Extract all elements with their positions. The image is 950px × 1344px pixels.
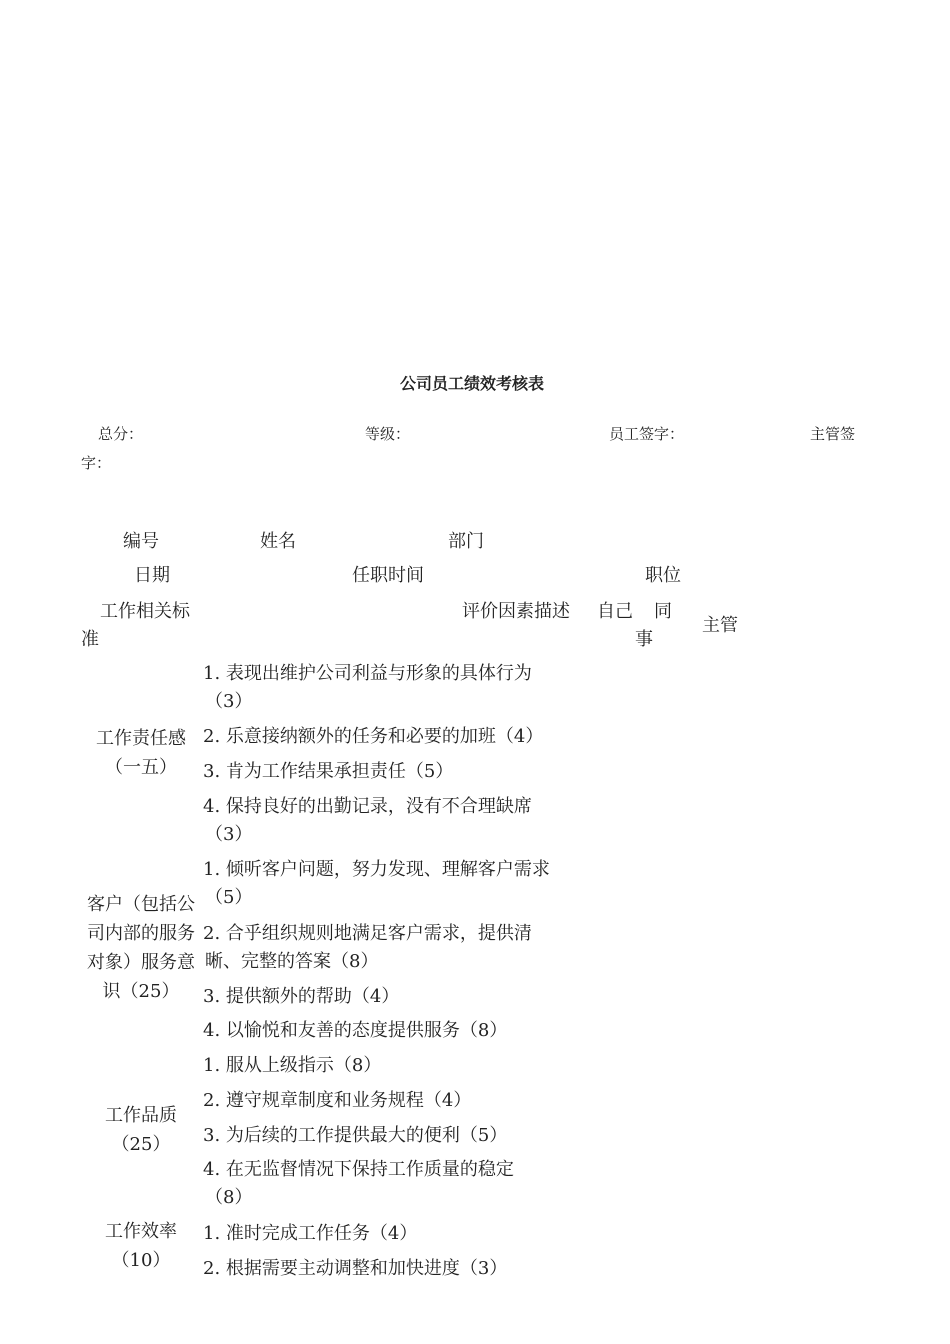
info-name-label: 姓名 xyxy=(260,531,296,552)
criterion-item: 3. 为后续的工作提供最大的便利（5） xyxy=(203,1125,508,1146)
header-self: 自己 xyxy=(597,601,633,622)
info-id-label: 编号 xyxy=(123,531,159,552)
info-date-label: 日期 xyxy=(134,565,170,586)
criterion-item: 1. 表现出维护公司利益与形象的具体行为 xyxy=(203,663,532,684)
category-label-line: 司内部的服务 xyxy=(87,923,195,944)
header-description: 评价因素描述 xyxy=(462,601,570,622)
header-supervisor: 主管 xyxy=(702,615,738,636)
page-title: 公司员工绩效考核表 xyxy=(400,374,545,393)
category-label-line: （10） xyxy=(111,1250,171,1271)
total-score-label: 总分： xyxy=(98,425,144,443)
header-standard-cont: 准 xyxy=(81,629,99,650)
category-label-line: 识（25） xyxy=(102,981,180,1002)
header-peer-cont: 事 xyxy=(635,629,653,650)
category-label-line: 工作品质 xyxy=(105,1105,177,1126)
criterion-item-cont: （3） xyxy=(205,824,253,845)
supervisor-signature-label-cont: 字： xyxy=(81,454,112,472)
info-position-label: 职位 xyxy=(645,565,681,586)
criterion-item: 3. 提供额外的帮助（4） xyxy=(203,986,400,1007)
criterion-item: 4. 保持良好的出勤记录，没有不合理缺席 xyxy=(203,796,532,817)
criterion-item-cont: （3） xyxy=(205,691,253,712)
category-label-line: 客户（包括公 xyxy=(87,894,195,915)
category-label xyxy=(81,724,201,782)
criterion-item: 2. 乐意接纳额外的任务和必要的加班（4） xyxy=(203,726,544,747)
header-peer: 同 xyxy=(654,601,672,622)
supervisor-signature-label: 主管签 xyxy=(810,425,856,443)
criterion-item-cont: （5） xyxy=(205,887,253,908)
criterion-item: 1. 倾听客户问题，努力发现、理解客户需求 xyxy=(203,859,550,880)
criterion-item: 4. 在无监督情况下保持工作质量的稳定 xyxy=(203,1159,514,1180)
criterion-item: 4. 以愉悦和友善的态度提供服务（8） xyxy=(203,1020,508,1041)
criterion-item: 3. 肯为工作结果承担责任（5） xyxy=(203,761,454,782)
category-label-line: 工作责任感 xyxy=(96,728,186,749)
info-dept-label: 部门 xyxy=(448,531,484,552)
category-label xyxy=(81,1101,201,1159)
category-label xyxy=(81,1217,201,1275)
criterion-item: 2. 遵守规章制度和业务规程（4） xyxy=(203,1090,472,1111)
criterion-item: 2. 根据需要主动调整和加快进度（3） xyxy=(203,1258,508,1279)
criterion-item: 1. 服从上级指示（8） xyxy=(203,1055,382,1076)
info-tenure-label: 任职时间 xyxy=(352,565,424,586)
category-label xyxy=(81,890,201,1006)
category-label-line: （一五） xyxy=(105,757,177,778)
header-standard: 工作相关标 xyxy=(100,601,190,622)
criterion-item: 2. 合乎组织规则地满足客户需求，提供清 xyxy=(203,923,532,944)
category-label-line: 工作效率 xyxy=(105,1221,177,1242)
criterion-item-cont: 晰、完整的答案（8） xyxy=(205,951,379,972)
category-label-line: 对象）服务意 xyxy=(87,952,195,973)
category-label-line: （25） xyxy=(111,1134,171,1155)
grade-label: 等级： xyxy=(365,425,411,443)
criterion-item: 1. 准时完成工作任务（4） xyxy=(203,1223,418,1244)
criterion-item-cont: （8） xyxy=(205,1187,253,1208)
employee-signature-label: 员工签字： xyxy=(609,425,685,443)
